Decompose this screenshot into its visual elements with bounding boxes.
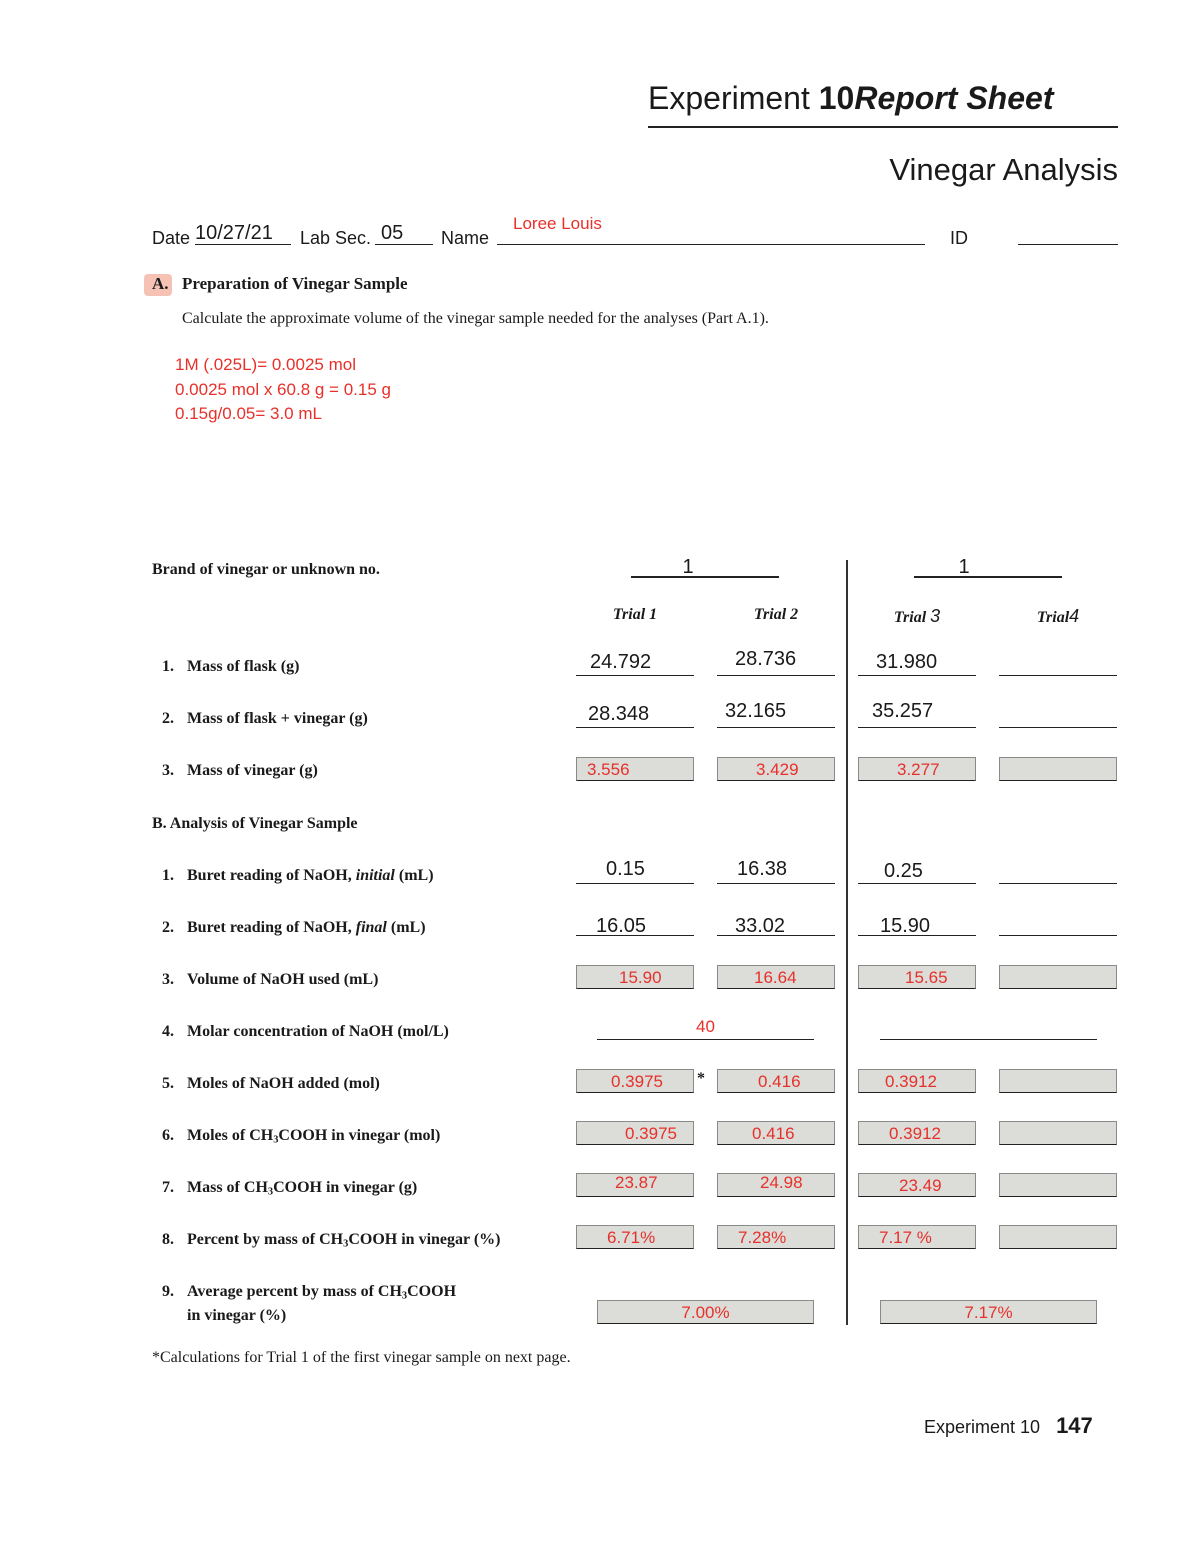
- row-num: 8.: [162, 1231, 174, 1248]
- row-mass-flask-label: [162, 658, 299, 676]
- row-num: 6.: [162, 1127, 174, 1144]
- volume-naoh-t3[interactable]: [858, 965, 976, 989]
- mass-acid-t2[interactable]: [717, 1173, 835, 1197]
- cell-value: 6.71%: [607, 1228, 656, 1247]
- lab-sec-field[interactable]: [375, 222, 433, 245]
- row-num: 2.: [162, 919, 174, 936]
- mass-flask-vinegar-t1[interactable]: [576, 704, 694, 728]
- row-text: Mass of CH: [187, 1179, 268, 1196]
- report-title: [648, 80, 1053, 117]
- row-subscript: 3: [343, 1238, 349, 1250]
- row-text-unit: (mL): [386, 919, 426, 936]
- cell-value: 0.3912: [889, 1124, 941, 1143]
- date-field[interactable]: [195, 222, 291, 245]
- date-label: Date: [152, 228, 191, 248]
- row-num: 5.: [162, 1075, 174, 1092]
- row-moles-acid-label: [162, 1127, 440, 1146]
- page-number: 147: [1056, 1413, 1093, 1438]
- mass-flask-vinegar-t2[interactable]: [717, 700, 835, 728]
- cell-value: 15.90: [619, 968, 662, 987]
- cell-value: 15.90: [880, 915, 931, 937]
- mass-flask-vinegar-t4[interactable]: [999, 704, 1117, 728]
- trial-4-num: 4: [1069, 606, 1080, 626]
- section-a-letter: A.: [152, 274, 169, 293]
- percent-mass-t4[interactable]: [999, 1225, 1117, 1249]
- row-subscript: 3: [273, 1134, 279, 1146]
- buret-final-t3[interactable]: [858, 912, 976, 936]
- cell-value: 40: [696, 1017, 715, 1036]
- buret-initial-t3[interactable]: [858, 860, 976, 884]
- cell-value: 28.736: [735, 648, 797, 670]
- average-percent-sample-1[interactable]: [597, 1300, 814, 1324]
- volume-naoh-t2[interactable]: [717, 965, 835, 989]
- row-num: 2.: [162, 710, 174, 727]
- brand-value-1: 1: [682, 556, 694, 578]
- lab-sec-label: Lab Sec.: [300, 228, 372, 248]
- cell-value: 7.00%: [681, 1303, 730, 1322]
- row-num: 7.: [162, 1179, 174, 1196]
- trial-2-header: Trial 2: [753, 606, 799, 623]
- mass-acid-t4[interactable]: [999, 1173, 1117, 1197]
- percent-mass-t2[interactable]: [717, 1225, 835, 1249]
- buret-final-t1[interactable]: [576, 912, 694, 936]
- name-value: Loree Louis: [513, 214, 602, 233]
- molar-conc-sample-1[interactable]: [597, 1016, 814, 1040]
- row-num: 1.: [162, 658, 174, 675]
- row-text-tail: COOH in vinegar (g): [273, 1179, 418, 1196]
- footnote: *Calculations for Trial 1 of the first vinegar sample on next page.: [152, 1349, 571, 1366]
- experiment-number: 10: [818, 80, 855, 116]
- row-num: 1.: [162, 867, 174, 884]
- cell-value: 0.15: [606, 858, 645, 880]
- mass-vinegar-t4[interactable]: [999, 757, 1117, 781]
- report-sheet-label: Report Sheet: [854, 80, 1054, 116]
- row-text-tail: COOH in vinegar (mol): [278, 1127, 441, 1144]
- brand-value-2: 1: [958, 556, 970, 578]
- footer-label: Experiment 10: [924, 1417, 1041, 1437]
- molar-conc-sample-2[interactable]: [880, 1016, 1097, 1040]
- row-text-unit: (mL): [394, 867, 434, 884]
- experiment-label: Experiment: [648, 80, 810, 116]
- row-text: Molar concentration of NaOH (mol/L): [187, 1023, 449, 1040]
- calc-line-3: 0.15g/0.05= 3.0 mL: [175, 404, 322, 423]
- trial-3-prefix: Trial: [893, 609, 927, 626]
- cell-value: 28.348: [588, 703, 650, 725]
- row-mass-vinegar-label: [162, 762, 318, 780]
- page-title: Vinegar Analysis: [889, 152, 1118, 187]
- name-field[interactable]: [497, 214, 925, 245]
- row-text: Mass of vinegar (g): [187, 762, 318, 779]
- brand-label: Brand of vinegar or unknown no.: [152, 561, 380, 578]
- volume-naoh-t4[interactable]: [999, 965, 1117, 989]
- moles-naoh-t4[interactable]: [999, 1069, 1117, 1093]
- trial-3-num: 3: [930, 606, 941, 626]
- moles-acid-t3[interactable]: [858, 1121, 976, 1145]
- volume-naoh-t1[interactable]: [576, 965, 694, 989]
- row-text: Buret reading of NaOH,: [187, 919, 356, 936]
- id-field[interactable]: [1018, 222, 1118, 245]
- cell-value: 15.65: [905, 968, 948, 987]
- cell-value: 3.556: [587, 760, 630, 779]
- cell-value: 31.980: [876, 651, 938, 673]
- row-percent-mass-label: [162, 1231, 500, 1250]
- cell-value: 33.02: [735, 915, 786, 937]
- cell-value: 24.792: [590, 651, 652, 673]
- calc-line-2: 0.0025 mol x 60.8 g = 0.15 g: [175, 380, 391, 399]
- mass-flask-t2[interactable]: [717, 648, 835, 676]
- mass-flask-vinegar-t3[interactable]: [858, 700, 976, 728]
- row-text: Average percent by mass of CH: [187, 1283, 402, 1300]
- buret-final-t2[interactable]: [717, 912, 835, 936]
- footnote-marker: *: [697, 1070, 705, 1087]
- cell-value: 32.165: [725, 700, 787, 722]
- cell-value: 23.87: [615, 1173, 658, 1192]
- moles-acid-t1[interactable]: [576, 1121, 694, 1145]
- row-subscript: 3: [401, 1290, 408, 1302]
- buret-initial-t1[interactable]: [576, 860, 694, 884]
- row-text: Buret reading of NaOH,: [187, 867, 356, 884]
- cell-value: 16.38: [737, 858, 788, 880]
- date-value: 10/27/21: [195, 222, 273, 244]
- row-text-italic: final: [355, 919, 387, 936]
- brand-line-2: [914, 576, 1062, 578]
- row-num: 9.: [162, 1283, 174, 1300]
- cell-value: 16.05: [596, 915, 647, 937]
- row-buret-final-label: [162, 919, 426, 937]
- name-label: Name: [441, 228, 490, 248]
- row-num: 3.: [162, 762, 174, 779]
- mass-acid-t1[interactable]: [576, 1173, 694, 1197]
- section-a-instruction: Calculate the approximate volume of the vinegar sample needed for the analyses (Part A.1).: [182, 310, 769, 327]
- row-text: Percent by mass of CH: [187, 1231, 344, 1248]
- lab-sec-value: 05: [381, 222, 404, 244]
- row-subscript: 3: [267, 1186, 274, 1198]
- cell-value: 0.3975: [625, 1124, 677, 1143]
- moles-naoh-t3[interactable]: [858, 1069, 976, 1093]
- moles-naoh-t2[interactable]: [717, 1069, 835, 1093]
- buret-initial-t2[interactable]: [717, 860, 835, 884]
- row-text-tail: COOH in vinegar (%): [348, 1231, 501, 1248]
- id-label: ID: [950, 228, 968, 248]
- row-text-tail: COOH: [407, 1283, 457, 1300]
- mass-vinegar-t1[interactable]: [576, 757, 694, 781]
- trial-4-prefix: Trial: [1036, 609, 1070, 626]
- average-percent-sample-2[interactable]: [880, 1300, 1097, 1324]
- buret-final-t4[interactable]: [999, 912, 1117, 936]
- cell-value: 0.416: [752, 1124, 795, 1143]
- mass-acid-t3[interactable]: [858, 1173, 976, 1197]
- row-num: 3.: [162, 971, 174, 988]
- cell-value: 0.3912: [885, 1072, 937, 1091]
- trial-4-header: [999, 606, 1117, 627]
- cell-value: 35.257: [872, 700, 934, 722]
- percent-mass-t3[interactable]: [858, 1225, 976, 1249]
- calc-line-1: 1M (.025L)= 0.0025 mol: [175, 355, 356, 374]
- cell-value: 7.28%: [738, 1228, 787, 1247]
- moles-acid-t2[interactable]: [717, 1121, 835, 1145]
- cell-value: 3.429: [756, 760, 799, 779]
- mass-flask-t3[interactable]: [858, 652, 976, 676]
- row-text-italic: initial: [355, 867, 395, 884]
- row-text: Mass of flask (g): [187, 658, 300, 675]
- cell-value: 23.49: [899, 1176, 942, 1195]
- row-text: Mass of flask + vinegar (g): [187, 710, 368, 727]
- cell-value: 0.416: [758, 1072, 801, 1091]
- moles-acid-t4[interactable]: [999, 1121, 1117, 1145]
- cell-value: 3.277: [897, 760, 940, 779]
- mass-flask-t1[interactable]: [576, 652, 694, 676]
- sample-divider: [846, 560, 848, 1325]
- percent-mass-t1[interactable]: [576, 1225, 694, 1249]
- row-num: 4.: [162, 1023, 174, 1040]
- section-a-title: Preparation of Vinegar Sample: [182, 274, 408, 293]
- cell-value: 7.17 %: [879, 1228, 932, 1247]
- row-mass-acid-label: [162, 1179, 417, 1198]
- cell-value: 0.3975: [611, 1072, 663, 1091]
- row-volume-naoh-label: [162, 971, 378, 989]
- cell-value: 0.25: [884, 860, 923, 882]
- row-text: Moles of NaOH added (mol): [187, 1075, 380, 1092]
- cell-value: 24.98: [760, 1173, 803, 1192]
- cell-value: 16.64: [754, 968, 797, 987]
- row-text: Moles of CH: [187, 1127, 274, 1144]
- row-average-percent-label: [162, 1283, 456, 1302]
- section-b-title: B. Analysis of Vinegar Sample: [152, 815, 358, 832]
- buret-initial-t4[interactable]: [999, 860, 1117, 884]
- mass-vinegar-t3[interactable]: [858, 757, 976, 781]
- header-rule: [648, 126, 1118, 128]
- row-moles-naoh-label: [162, 1075, 380, 1093]
- mass-flask-t4[interactable]: [999, 652, 1117, 676]
- moles-naoh-t1[interactable]: [576, 1069, 694, 1093]
- row-molar-conc-label: [162, 1023, 449, 1041]
- page-footer: [924, 1413, 1093, 1439]
- mass-vinegar-t2[interactable]: [717, 757, 835, 781]
- trial-3-header: [858, 606, 976, 627]
- row-text: Volume of NaOH used (mL): [187, 971, 379, 988]
- row-buret-initial-label: [162, 867, 434, 885]
- trial-1-header: Trial 1: [612, 606, 658, 623]
- row-average-percent-label-line2: in vinegar (%): [187, 1307, 287, 1324]
- cell-value: 7.17%: [964, 1303, 1013, 1322]
- row-mass-flask-vinegar-label: [162, 710, 368, 728]
